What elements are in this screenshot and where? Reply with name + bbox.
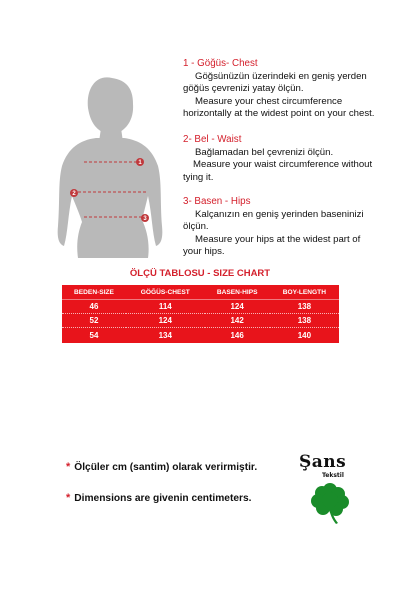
hips-line-en-2: your hips.: [183, 246, 225, 258]
hips-heading: 3- Basen - Hips: [183, 196, 251, 207]
size-chart-table: [62, 285, 339, 343]
note-bullet: *: [66, 492, 71, 504]
waist-line-en-2: tying it.: [183, 171, 214, 183]
clover-icon: [305, 482, 355, 527]
size-chart-header-row: [62, 285, 339, 300]
waist-instructions: [183, 134, 395, 184]
table-row: [62, 328, 339, 344]
chest-line-tr-1: Göğsünüzün üzerindeki en geniş yerden: [195, 70, 367, 82]
cell-size: 46: [62, 300, 126, 314]
chest-line-en-1: Measure your chest circumference: [195, 95, 343, 107]
note-bullet: *: [66, 461, 71, 473]
note-text: Dimensions are givenin centimeters.: [74, 493, 252, 504]
hips-line-en-1: Measure your hips at the widest part of: [195, 233, 361, 245]
cell-hips: 124: [205, 300, 270, 314]
cell-length: 140: [270, 328, 339, 344]
table-row: [62, 314, 339, 328]
note-text: Ölçüler cm (santim) olarak verirmiştir.: [74, 462, 258, 473]
column-header-hips: BASEN-HIPS: [205, 285, 270, 300]
chest-line-en-2: horizontally at the widest point on your chest.: [183, 108, 375, 120]
hips-instructions: [183, 196, 395, 259]
cell-size: 54: [62, 328, 126, 344]
hips-line-tr-1: Kalçanızın en geniş yerinden baseninizi: [195, 208, 364, 220]
hips-line-tr-2: ölçün.: [183, 221, 209, 233]
column-header-length: BOY-LENGTH: [270, 285, 339, 300]
cell-size: 52: [62, 314, 126, 328]
chest-instructions: [183, 58, 395, 121]
brand-subtitle: Tekstil: [322, 472, 344, 479]
waist-line-en-1: Measure your waist circumference without: [193, 159, 373, 171]
cell-length: 138: [270, 300, 339, 314]
brand-name: Şans: [299, 452, 347, 472]
cell-length: 138: [270, 314, 339, 328]
marker-1-label: 1: [138, 160, 142, 167]
chest-heading: 1 - Göğüs- Chest: [183, 58, 258, 69]
size-chart-title: ÖLÇÜ TABLOSU - SIZE CHART: [129, 268, 271, 279]
waist-line-tr-1: Bağlamadan bel çevrenizi ölçün.: [195, 146, 334, 158]
cell-hips: 142: [205, 314, 270, 328]
note-units-english: [66, 492, 252, 504]
column-header-size: BEDEN-SIZE: [62, 285, 126, 300]
cell-hips: 146: [205, 328, 270, 344]
note-units-turkish: [66, 461, 257, 473]
waist-heading: 2- Bel - Waist: [183, 134, 242, 145]
table-row: [62, 300, 339, 314]
column-header-chest: GÖĞÜS-CHEST: [126, 285, 205, 300]
cell-chest: 134: [126, 328, 205, 344]
cell-chest: 114: [126, 300, 205, 314]
marker-3-label: 3: [143, 216, 147, 223]
cell-chest: 124: [126, 314, 205, 328]
marker-2-label: 2: [72, 191, 76, 198]
chest-line-tr-2: göğüs çevrenizi yatay ölçün.: [183, 83, 304, 95]
